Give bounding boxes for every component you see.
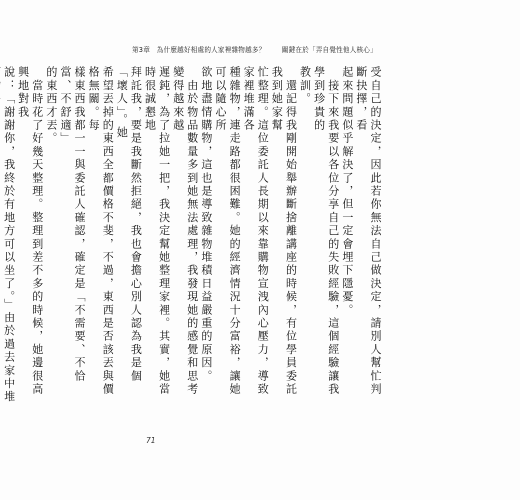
text-line: 拜託我，要是我斷然拒絕，我也會擔心別人認為我是個「壞人」。她	[115, 66, 143, 383]
text-line: 受自己的決定，因此若你無法自己做決定，請別人幫忙判斷抉擇，看	[354, 66, 382, 396]
text-line: 種雜物，連走路都很困難。她的經濟情況十分富裕，讓她可以隨心所	[213, 66, 242, 396]
running-head	[132, 44, 377, 54]
text-line: 教訓。	[298, 66, 312, 106]
page-number: 71	[146, 436, 156, 445]
text-line: 接下來我要以各位分享自己的失敗經驗，這個經驗讓我學到珍貴的	[312, 66, 340, 396]
text-line: 樣東西我都一一與委託人確認，確定是「不需要、不恰當、不舒適」	[58, 66, 87, 383]
chapter-title: 第3章 為什麼越好相處的人家裡雜物越多？	[132, 46, 266, 54]
body-text	[2, 66, 382, 406]
text-line: 還記得我剛開始舉辦斷捨離講座的時候，有位學員委託我到她家幫	[270, 66, 298, 396]
text-line: 說：「謝謝你，我終於有地方可以坐了。」由於過去家中堆	[2, 66, 16, 404]
section-title: 關鍵在於「弄自覺性他人核心」	[281, 46, 377, 54]
text-line: 希望丟掉的東西全都價格不斐，不過，東西是否該丟與價格無關。每	[87, 66, 115, 396]
text-line: 遲鈍，為了拉她一把，我決定幫她整理家裡。其實，她當時很誠懇地	[143, 66, 171, 396]
text-line: 的東西才丟。	[44, 66, 58, 146]
text-line: 忙整理。這位委託人長期以來靠購物宣洩內心壓力，導致家裡堆滿各	[242, 66, 270, 396]
text-line: 欲地盡情購物，這也是導致雜物堆積日益嚴重的原因。	[199, 66, 213, 383]
text-line: 由於物品數量多到她無法處理，我發現她的感覺和思考變得越來越	[171, 66, 199, 396]
text-line: 當時花了好幾天整理。整理到差不多的時候，她邊很高興地對我	[16, 66, 44, 396]
text-line: 起來問題似乎解決了，但一定會埋下隱憂。	[340, 66, 354, 317]
